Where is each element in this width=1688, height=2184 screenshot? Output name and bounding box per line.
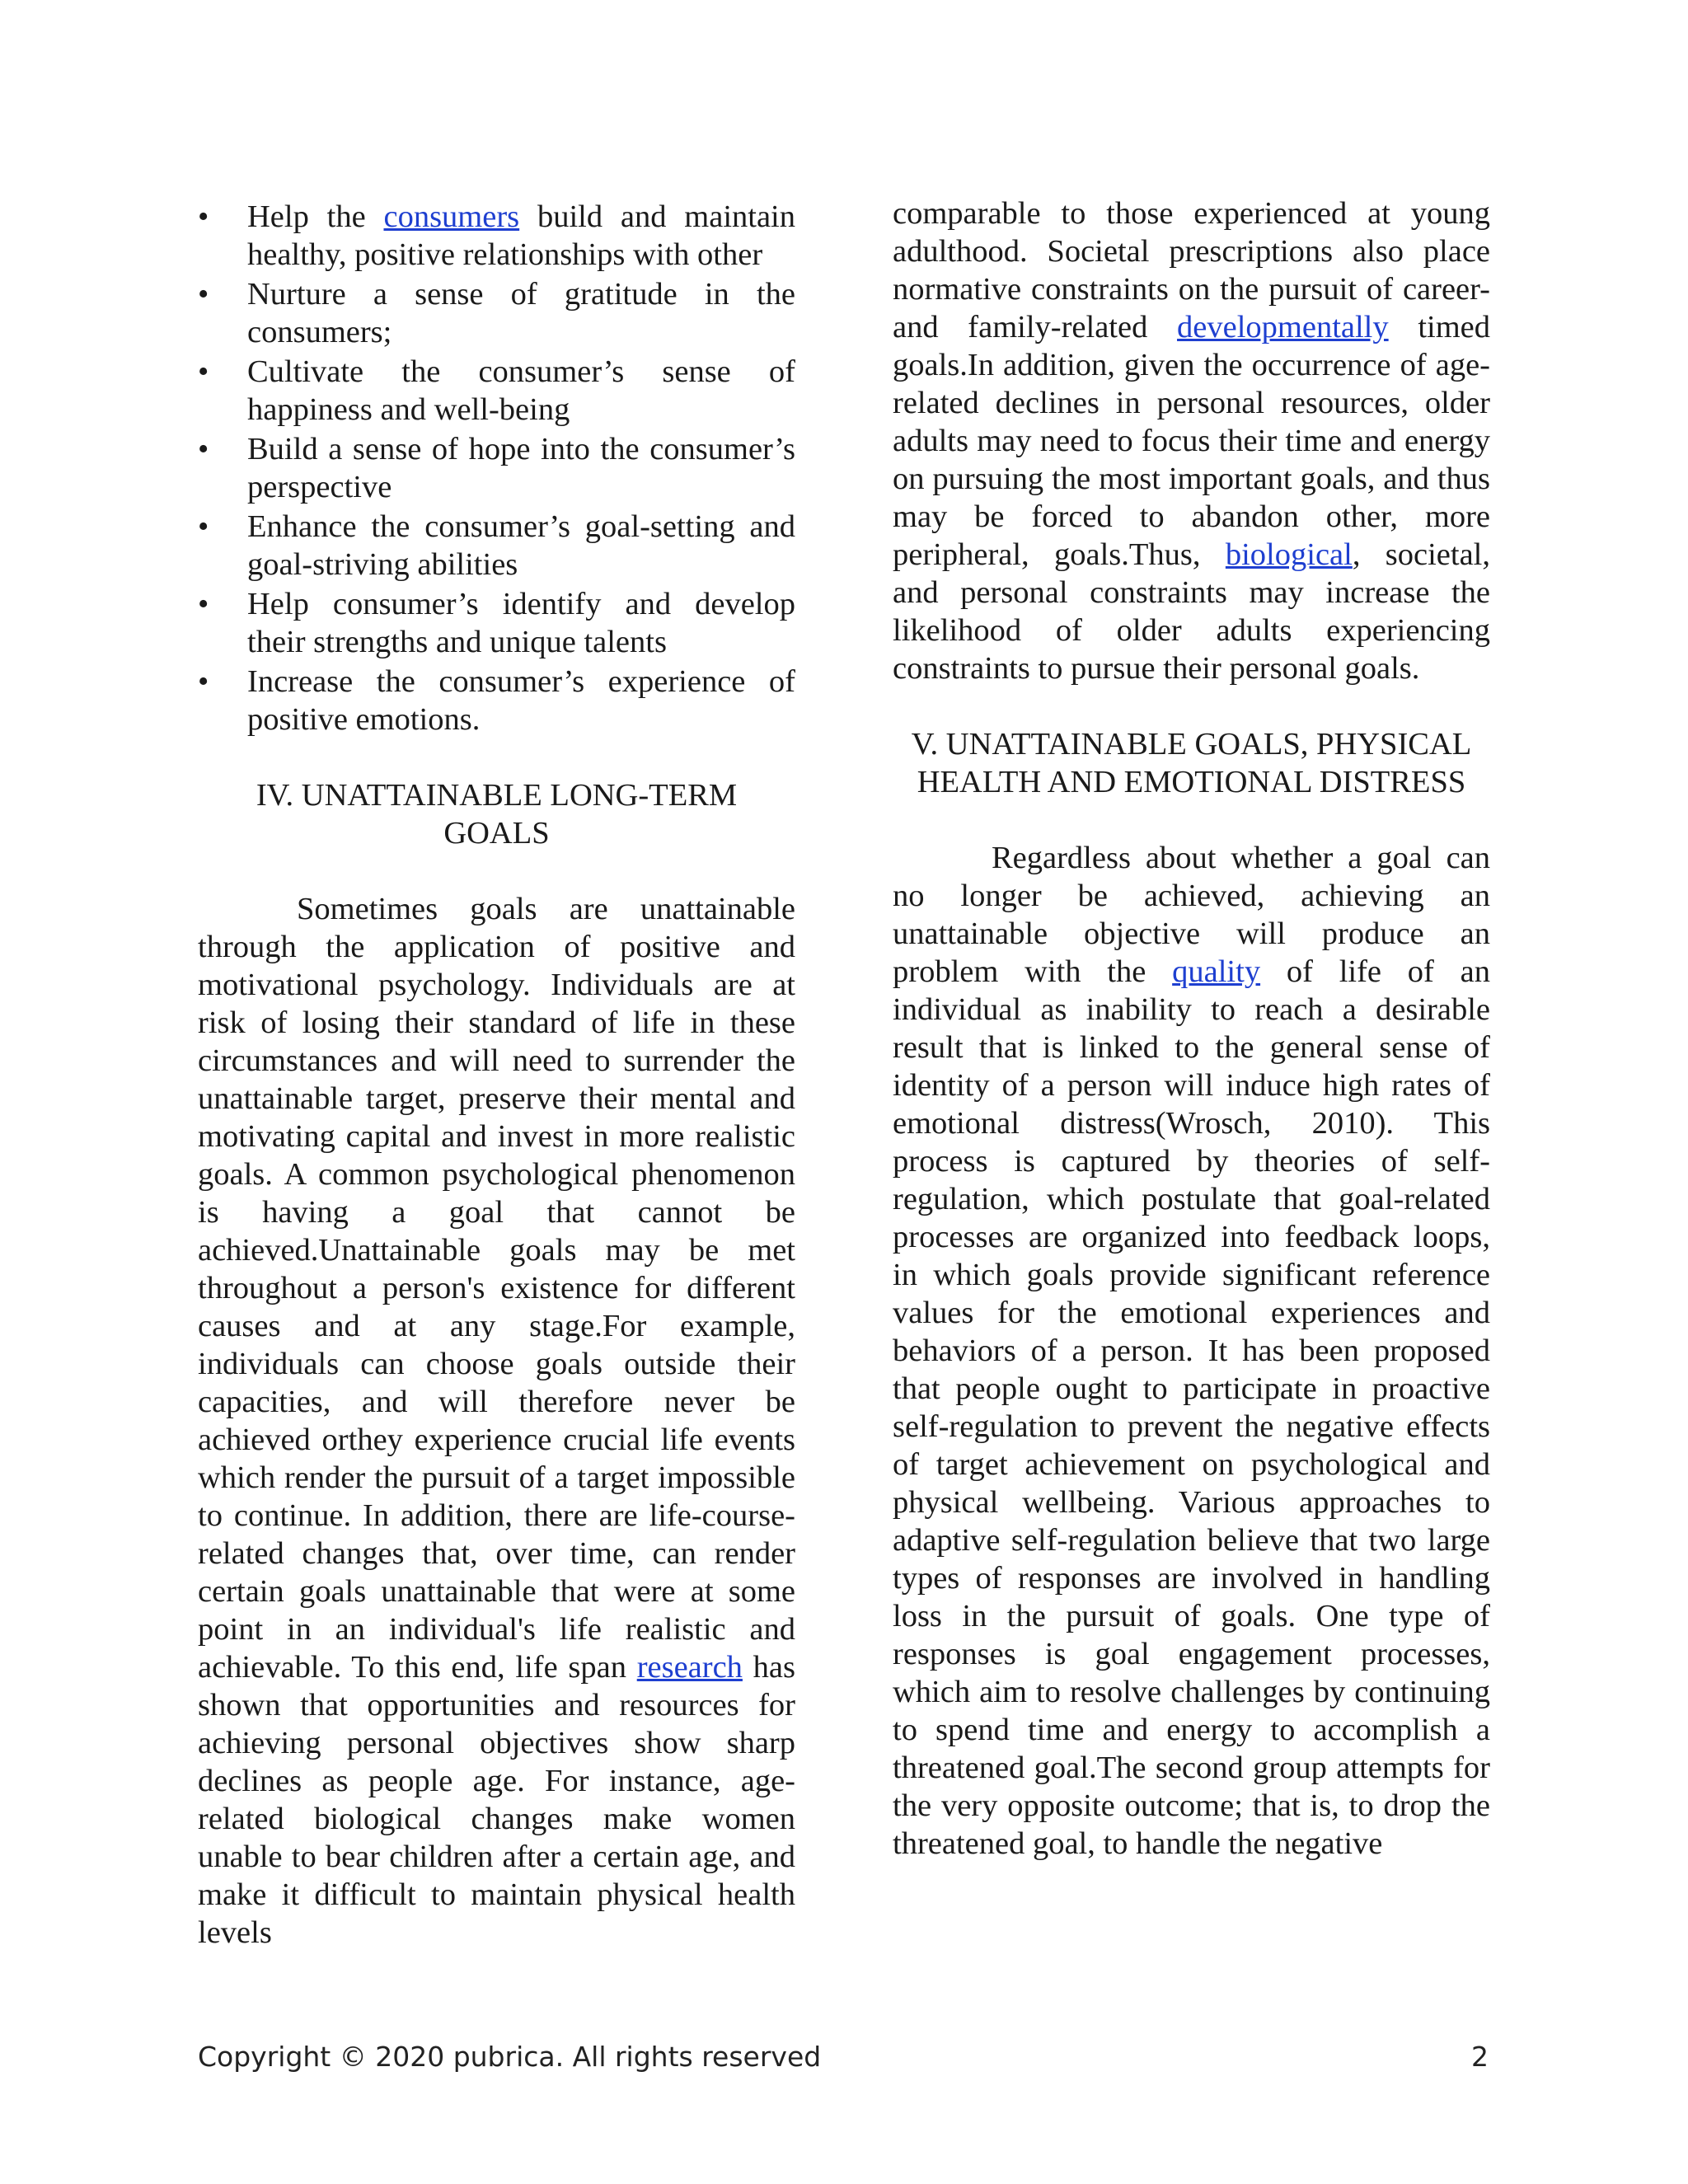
bullet-text: Help the — [247, 199, 384, 234]
section-5-paragraph — [893, 839, 1490, 1863]
research-link[interactable]: research — [636, 1650, 743, 1685]
page-footer — [198, 2041, 1490, 2073]
consumers-link[interactable]: consumers — [383, 199, 520, 234]
section-4-heading — [198, 776, 795, 852]
quality-link[interactable]: quality — [1172, 954, 1261, 989]
developmentally-link[interactable]: developmentally — [1177, 310, 1389, 344]
bullet-item — [198, 198, 795, 274]
paragraph-text: Sometimes goals are unattainable through the application of positive and motivational psychology. Individuals are at risk of losing their standard of life in these circumstances and will need to surrender the unattainable target, preserve their mental and motivating capital and invest in more realistic goals. A common psychological phenomenon is having a goal that cannot be achieved.Unattainable goals may be met throughout a person's existence for different causes and at any stage.For example, individuals can choose goals outside their capacities, and will therefore never be achieved orthey experience crucial life events which render the pursuit of a target impossible to continue. In addition, there are life-course-related changes that, over time, can render certain goals unattainable that were at some point in an individual's life realistic and achievable. To this end, life span — [198, 892, 795, 1685]
heading-line: IV. UNATTAINABLE LONG-TERM — [256, 778, 738, 813]
heading-line: HEALTH AND EMOTIONAL DISTRESS — [917, 765, 1466, 799]
paragraph-text: Regardless about whether a goal can no longer be achieved, achieving an unattainable objective will produce an problem with the — [893, 841, 1490, 989]
paragraph-text: comparable to those experienced at young adulthood. Societal prescriptions also place normative constraints on the pursuit of career- and family-related — [893, 196, 1490, 344]
bullet-item: • Nurture a sense of gratitude in the consumers; — [198, 275, 795, 351]
continued-paragraph — [893, 194, 1490, 687]
right-column — [893, 198, 1490, 1863]
paragraph-text: has shown that opportunities and resources for achieving personal objectives show sharp declines as people age. For instance, age-related biological changes make women unable to bear children after a certain age, and make it difficult to maintain physical health levels — [198, 1650, 795, 1950]
bullet-item: • Increase the consumer’s experience of positive emotions. — [198, 663, 795, 738]
paragraph-text: , societal, and personal constraints may increase the likelihood of older adults experiencing constraints to pursue their personal goals. — [893, 537, 1490, 686]
biological-link[interactable]: biological — [1225, 537, 1353, 572]
section-5-heading — [893, 725, 1490, 801]
paragraph-text: timed goals.In addition, given the occurrence of age-related declines in personal resources, older adults may need to focus their time and energy on pursuing the most important goals, and thus may be forced to abandon other, more peripheral, goals.Thus, — [893, 310, 1490, 572]
bullet-item: • Build a sense of hope into the consumer’s perspective — [198, 430, 795, 506]
left-column — [198, 198, 795, 1952]
paragraph-text: of life of an individual as inability to reach a desirable result that is linked to the general sense of identity of a person will induce high rates of emotional distress(Wrosch, 2010). This process is captured by theories of self-regulation, which postulate that goal-related processes are organized into feedback loops, in which goals provide significant reference values for the emotional experiences and behaviors of a person. It has been proposed that people ought to participate in proactive self-regulation to prevent the negative effects of target achievement on psychological and physical wellbeing. Various approaches to adaptive self-regulation believe that two large types of responses are involved in handling loss in the pursuit of goals. One type of responses is goal engagement processes, which aim to resolve challenges by continuing to spend time and energy to accomplish a threatened goal.The second group attempts for the very opposite outcome; that is, to drop the threatened goal, to handle the negative — [893, 954, 1490, 1861]
objectives-bullet-list — [198, 198, 795, 738]
heading-line: V. UNATTAINABLE GOALS, PHYSICAL — [911, 727, 1472, 762]
section-4-paragraph — [198, 890, 795, 1952]
bullet-item: • Help consumer’s identify and develop their strengths and unique talents — [198, 585, 795, 661]
bullet-text: build and maintain healthy, positive relationships with other — [247, 199, 795, 272]
bullet-item: • Cultivate the consumer’s sense of happiness and well-being — [198, 353, 795, 429]
heading-line: GOALS — [443, 816, 550, 851]
copyright-text: Copyright © 2020 pubrica. All rights reserved — [198, 2041, 822, 2073]
bullet-item: • Enhance the consumer’s goal-setting and goal-striving abilities — [198, 508, 795, 583]
page-number: 2 — [1471, 2041, 1489, 2073]
